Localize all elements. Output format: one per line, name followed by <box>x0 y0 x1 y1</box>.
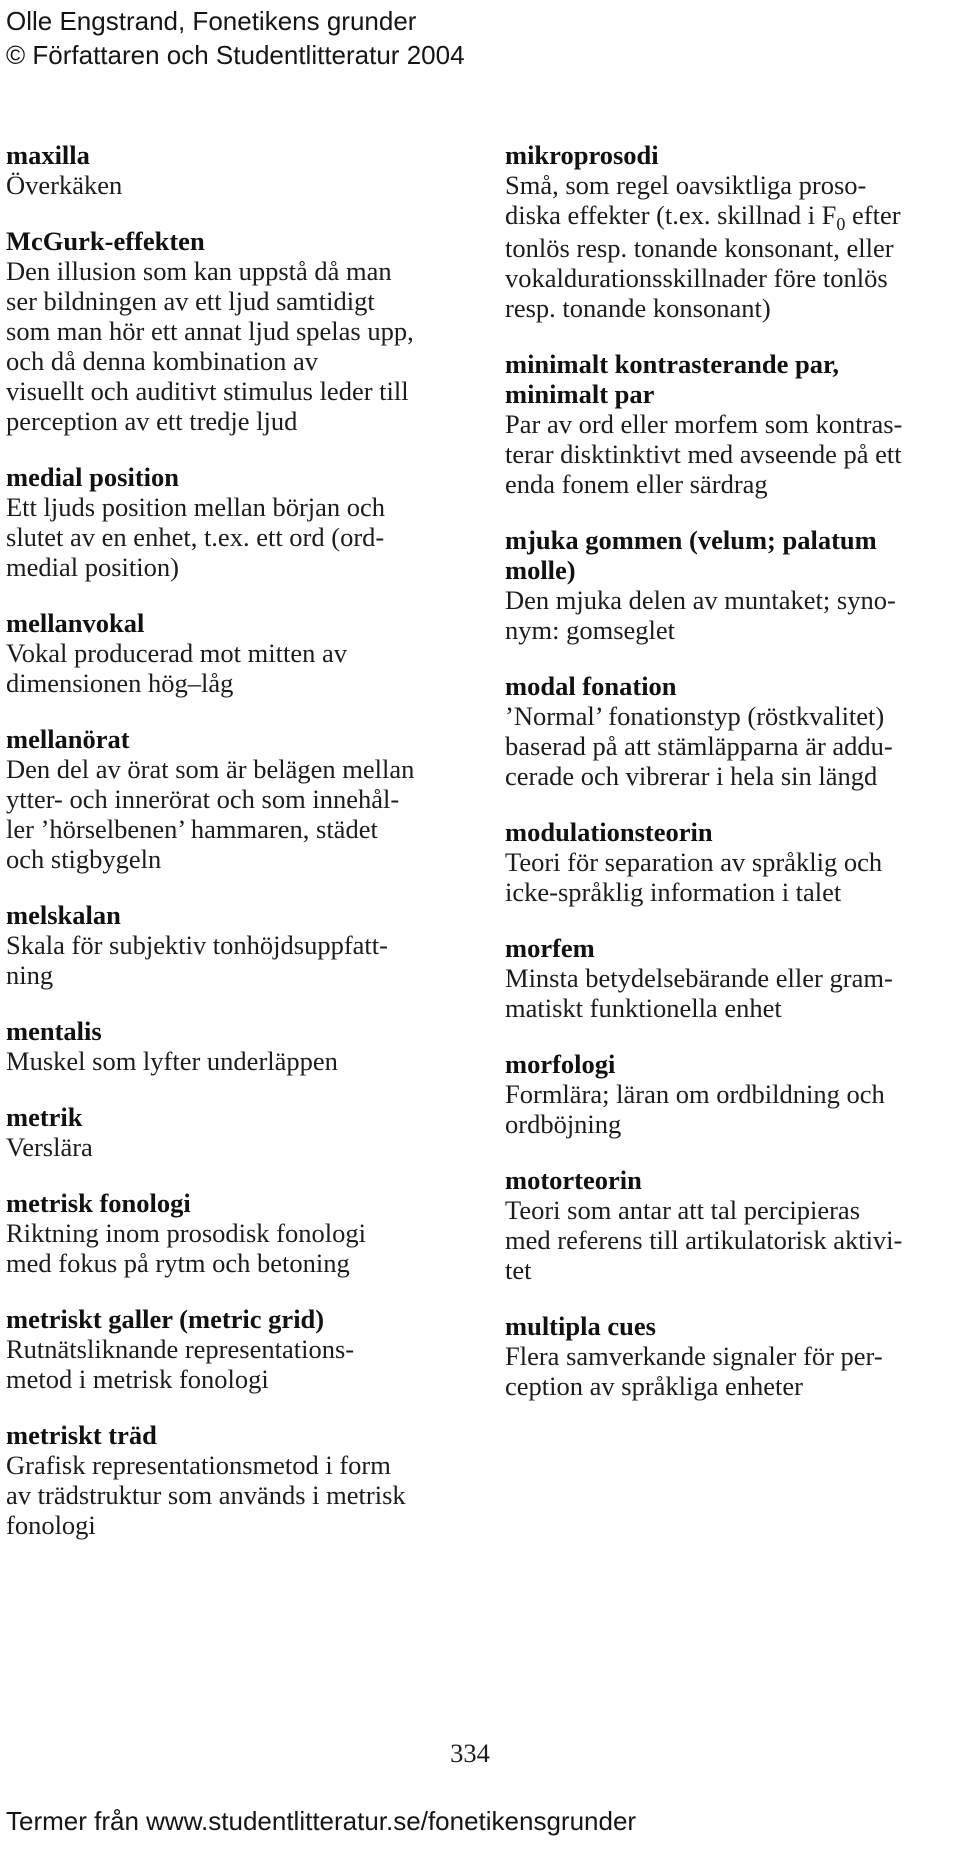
glossary-entry <box>6 608 461 698</box>
glossary-definition <box>505 1341 955 1401</box>
header-copyright: © Författaren och Studentlitteratur 2004 <box>6 40 465 70</box>
definition-line: Den del av örat som är belägen mellan <box>6 754 415 784</box>
definition-line: Vokal producerad mot mitten av <box>6 638 347 668</box>
definition-line: ser bildningen av ett ljud samtidigt <box>6 286 375 316</box>
definition-text: efter <box>845 200 901 230</box>
glossary-term-continued: minimalt par <box>505 379 655 409</box>
definition-line: Muskel som lyfter underläppen <box>6 1046 338 1076</box>
glossary-entry <box>505 1165 955 1285</box>
definition-line: dimensionen hög–låg <box>6 668 234 698</box>
definition-line: Rutnätsliknande representations- <box>6 1334 355 1364</box>
page-footer: Termer från www.studentlitteratur.se/fonetikensgrunder <box>6 1806 637 1836</box>
glossary-term: modal fonation <box>505 671 677 701</box>
glossary-definition <box>505 701 955 791</box>
glossary-term: mellanvokal <box>6 608 145 638</box>
left-column <box>6 140 461 1566</box>
definition-line: metod i metrisk fonologi <box>6 1364 269 1394</box>
definition-line <box>505 200 955 233</box>
glossary-definition <box>6 1334 461 1394</box>
definition-line: ’Normal’ fonationstyp (röstkvalitet) <box>505 701 885 731</box>
definition-line: ordböjning <box>505 1109 622 1139</box>
definition-line: enda fonem eller särdrag <box>505 469 768 499</box>
definition-line: Teori för separation av språklig och <box>505 847 883 877</box>
definition-line: slutet av en enhet, t.ex. ett ord (ord- <box>6 522 385 552</box>
definition-line: ler ’hörselbenen’ hammaren, städet <box>6 814 378 844</box>
definition-line: perception av ett tredje ljud <box>6 406 298 436</box>
definition-text: diska effekter (t.ex. skillnad i F <box>505 200 837 230</box>
glossary-definition <box>505 585 955 645</box>
definition-line: baserad på att stämläpparna är addu- <box>505 731 893 761</box>
glossary-definition <box>505 963 955 1023</box>
definition-line: vokaldurationsskillnader före tonlös <box>505 263 888 293</box>
subscript: 0 <box>836 214 846 234</box>
glossary-term: McGurk-effekten <box>6 226 205 256</box>
glossary-definition <box>6 256 461 436</box>
glossary-term: maxilla <box>6 140 90 170</box>
glossary-entry <box>6 1016 461 1076</box>
definition-line: Verslära <box>6 1132 93 1162</box>
definition-line: Minsta betydelsebärande eller gram- <box>505 963 893 993</box>
glossary-term: metrisk fonologi <box>6 1188 191 1218</box>
glossary-definition <box>505 847 955 907</box>
glossary-term: mentalis <box>6 1016 102 1046</box>
definition-line: icke-språklig information i talet <box>505 877 842 907</box>
definition-line: terar disktinktivt med avseende på ett <box>505 439 902 469</box>
glossary-term: metrik <box>6 1102 83 1132</box>
glossary-entry <box>6 724 461 874</box>
definition-line: Ett ljuds position mellan början och <box>6 492 386 522</box>
glossary-definition <box>505 1195 955 1285</box>
glossary-definition <box>505 1079 955 1139</box>
header-author-title: Olle Engstrand, Fonetikens grunder <box>6 6 417 36</box>
definition-line: tet <box>505 1255 532 1285</box>
definition-line: Formlära; läran om ordbildning och <box>505 1079 885 1109</box>
glossary-entry <box>505 1311 955 1401</box>
definition-line: Teori som antar att tal percipieras <box>505 1195 861 1225</box>
definition-line: som man hör ett annat ljud spelas upp, <box>6 316 414 346</box>
glossary-definition <box>505 170 955 323</box>
glossary-entry <box>6 140 461 200</box>
glossary-definition <box>505 409 955 499</box>
glossary-entry <box>505 1049 955 1139</box>
glossary-definition <box>6 1450 461 1540</box>
definition-line: tonlös resp. tonande konsonant, eller <box>505 233 894 263</box>
definition-line: ception av språkliga enheter <box>505 1371 803 1401</box>
glossary-definition <box>6 930 461 990</box>
glossary-term: metriskt träd <box>6 1420 157 1450</box>
glossary-definition <box>6 1046 461 1076</box>
glossary-entry <box>505 671 955 791</box>
glossary-entry <box>6 1420 461 1540</box>
glossary-term: motorteorin <box>505 1165 642 1195</box>
definition-line: fonologi <box>6 1510 96 1540</box>
glossary-definition <box>6 1218 461 1278</box>
glossary-entry <box>505 933 955 1023</box>
glossary-entry <box>505 817 955 907</box>
definition-line: Den mjuka delen av muntaket; syno- <box>505 585 896 615</box>
glossary-definition <box>6 638 461 698</box>
glossary-term: modulationsteorin <box>505 817 713 847</box>
definition-line: Överkäken <box>6 170 123 200</box>
definition-line: medial position) <box>6 552 179 582</box>
definition-line: resp. tonande konsonant) <box>505 293 771 323</box>
definition-line: Små, som regel oavsiktliga proso- <box>505 170 867 200</box>
glossary-entry <box>505 140 955 323</box>
definition-line: Flera samverkande signaler för per- <box>505 1341 883 1371</box>
definition-line: nym: gomseglet <box>505 615 676 645</box>
definition-line: Grafisk representationsmetod i form <box>6 1450 391 1480</box>
glossary-entry <box>6 462 461 582</box>
definition-line: Riktning inom prosodisk fonologi <box>6 1218 366 1248</box>
definition-line: ning <box>6 960 54 990</box>
page-number: 334 <box>450 1738 490 1768</box>
glossary-term: mellanörat <box>6 724 130 754</box>
right-column <box>505 140 955 1427</box>
definition-line: matiskt funktionella enhet <box>505 993 782 1023</box>
definition-line: Skala för subjektiv tonhöjdsuppfatt- <box>6 930 388 960</box>
glossary-entry <box>6 1188 461 1278</box>
glossary-entry <box>6 226 461 436</box>
definition-line: och då denna kombination av <box>6 346 319 376</box>
glossary-term: minimalt kontrasterande par, <box>505 349 839 379</box>
glossary-entry <box>6 1304 461 1394</box>
glossary-entry <box>505 349 955 499</box>
glossary-definition <box>6 170 461 200</box>
definition-line: med referens till artikulatorisk aktivi- <box>505 1225 903 1255</box>
glossary-term: multipla cues <box>505 1311 656 1341</box>
definition-line: visuellt och auditivt stimulus leder till <box>6 376 409 406</box>
glossary-term: melskalan <box>6 900 121 930</box>
glossary-definition <box>6 492 461 582</box>
definition-line: av trädstruktur som används i metrisk <box>6 1480 406 1510</box>
glossary-term: mjuka gommen (velum; palatum <box>505 525 877 555</box>
glossary-definition <box>6 754 461 874</box>
definition-line: ytter- och innerörat och som innehål- <box>6 784 400 814</box>
glossary-entry <box>505 525 955 645</box>
definition-line: cerade och vibrerar i hela sin längd <box>505 761 878 791</box>
glossary-term: medial position <box>6 462 180 492</box>
glossary-definition <box>6 1132 461 1162</box>
glossary-entry <box>6 900 461 990</box>
definition-line: och stigbygeln <box>6 844 162 874</box>
definition-line: Den illusion som kan uppstå då man <box>6 256 392 286</box>
glossary-term: mikroprosodi <box>505 140 659 170</box>
glossary-term: morfologi <box>505 1049 616 1079</box>
glossary-term-continued: molle) <box>505 555 576 585</box>
page-header <box>6 4 946 72</box>
definition-line: Par av ord eller morfem som kontras- <box>505 409 903 439</box>
definition-line: med fokus på rytm och betoning <box>6 1248 350 1278</box>
glossary-term: metriskt galler (metric grid) <box>6 1304 325 1334</box>
glossary-entry <box>6 1102 461 1162</box>
glossary-term: morfem <box>505 933 595 963</box>
